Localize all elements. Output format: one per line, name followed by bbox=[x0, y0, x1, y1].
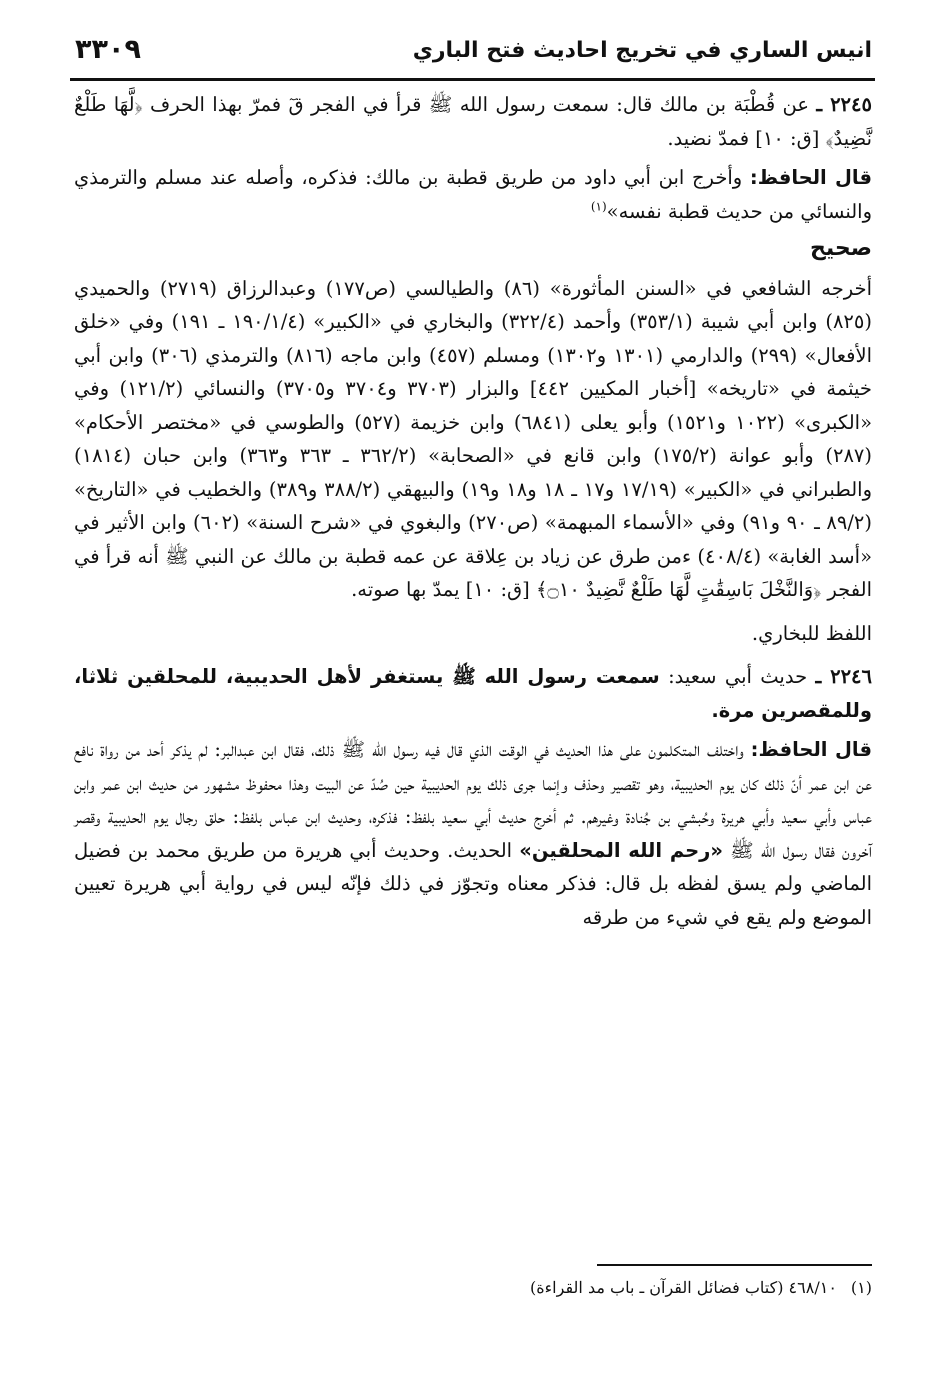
hafiz-label: قال الحافظ: bbox=[750, 738, 872, 761]
footnote bbox=[74, 1274, 872, 1302]
page-number: ٣٣٠٩ bbox=[75, 34, 141, 65]
hadith-2246 bbox=[74, 660, 872, 727]
hafiz-commentary-2 bbox=[74, 733, 872, 934]
hafiz-text-part-1: واختلف المتكلمون على هذا الحديث في الوقت الذي قال فيه رسول الله ﷺ ذلك، فقال ابن عبدالبر: لم يذكر أحد من رواة نافع عن ابن عمر أنّ ذلك كان يوم الحديبية، وهو تقصير وحذف وإنما جرى ذلك يوم الحديبية حين صُدّ عن البيت وهذا محفوظ مشهور من حديث ابن عمر وابن عباس وأبي سعيد وأبي هريرة وحُبشي بن جُنادة وغيرهم. ثم أخرج حديث أبي سعيد بلفظ: فذكره، وحديث ابن عباس بلفظ: حلق رجال يوم الحديبية وقصر آخرون فقال رسول الله ﷺ bbox=[74, 738, 872, 862]
footnote-marker: (١) bbox=[590, 199, 607, 213]
hadith-number: ٢٢٤٦ ـ bbox=[815, 665, 872, 688]
hadith-text: سمعت رسول الله ﷺ يستغفر لأهل الحديبية، للمحلقين ثلاثا، وللمقصرين مرة. bbox=[74, 665, 872, 722]
main-text bbox=[74, 88, 872, 934]
wording-note: اللفظ للبخاري. bbox=[751, 621, 872, 645]
quoted-phrase: «رحم الله المحلقين» bbox=[519, 838, 723, 862]
grading-heading: صحيح bbox=[810, 236, 872, 261]
hafiz-text-part-2: الحديث. وحديث أبي هريرة من طريق محمد بن فضيل الماضي ولم يسق لفظه بل قال: فذكر معناه وتجوّز في ذلك فإنّه ليس في رواية أبي هريرة تعيين الموضع ولم يقع في شيء من طرقه bbox=[74, 838, 872, 929]
footnote-rule bbox=[597, 1264, 872, 1266]
hafiz-commentary-1 bbox=[74, 161, 872, 228]
header-rule bbox=[70, 78, 875, 81]
footnote-number: (١) bbox=[850, 1278, 872, 1297]
takhrij-paragraph: أخرجه الشافعي في «السنن المأثورة» (٨٦) والطيالسي (ص١٧٧) وعبدالرزاق (٢٧١٩) والحميدي (٨٢٥) وابن أبي شيبة (٣٥٣/١) وأحمد (٣٢٢/٤) والبخاري في «الكبير» (١٩٠/١/٤ ـ ١٩١) وفي «خلق الأفعال» (٢٩٩) والدارمي (١٣٠١ و١٣٠٢) ومسلم (٤٥٧) وابن ماجه (٨١٦) والترمذي (٣٠٦) وابن أبي خيثمة في «تاريخه» [أخبار المكيين ٤٤٢] والبزار (٣٧٠٣ و٣٧٠٤ و٣٧٠٥) والنسائي (١٢١/٢) وفي «الكبرى» (١٠٢٢ و١٥٢١) وأبو يعلى (٦٨٤١) وابن خزيمة (٥٢٧) والطوسي في «مختصر الأحكام» (٢٨٧) وأبو عوانة (١٧٥/٢) وابن قانع في «الصحابة» (٣٦٢/٢ ـ ٣٦٣ و٣٦٣) وابن حبان (١٨١٤) والطبراني في «الكبير» (١٧/١٩ و١٧ ـ ١٨ و١٨ و١٩) والبيهقي (٣٨٨/٢ و٣٨٩) والخطيب في «التاريخ» (٨٩/٢ ـ ٩٠ و٩١) وفي «الأسماء المبهمة» (ص٢٧٠) والبغوي في «شرح السنة» (٦٠٢) وابن الأثير في «أسد الغابة» (٤٠٨/٤) ءمن طرق عن زياد بن عِلاقة عن عمه قطبة بن مالك عن النبي ﷺ أنه قرأ في الفجر ﴿وَالنَّخْلَ بَاسِقَٰتٍ لَّهَا طَلْعٌ نَّضِيدٌ ۝١٠﴾ [ق: ١٠] يمدّ بها صوته. bbox=[74, 276, 873, 601]
hadith-text: عن قُطْبَة بن مالك قال: سمعت رسول الله ﷺ قرأ في الفجر قٓ فمرّ بهذا الحرف ﴿لَّهَا طَلْعٌ نَّضِيدٌ﴾ [ق: ١٠] فمدّ نضيد. bbox=[74, 93, 872, 150]
hadith-2245 bbox=[74, 88, 872, 155]
hafiz-text: وأخرج ابن أبي داود من طريق قطبة بن مالك: فذكره، وأصله عند مسلم والترمذي والنسائي من حديث قطبة نفسه» bbox=[74, 166, 872, 223]
footnote-text: ٤٦٨/١٠ (كتاب فضائل القرآن ـ باب مد القراءة) bbox=[530, 1278, 837, 1297]
hadith-intro: حديث أبي سعيد: bbox=[668, 665, 808, 688]
hafiz-label: قال الحافظ: bbox=[749, 166, 872, 189]
hadith-number: ٢٢٤٥ ـ bbox=[816, 93, 872, 116]
running-title: انيس الساري في تخريج احاديث فتح الباري bbox=[412, 38, 872, 63]
page-header bbox=[75, 34, 872, 76]
